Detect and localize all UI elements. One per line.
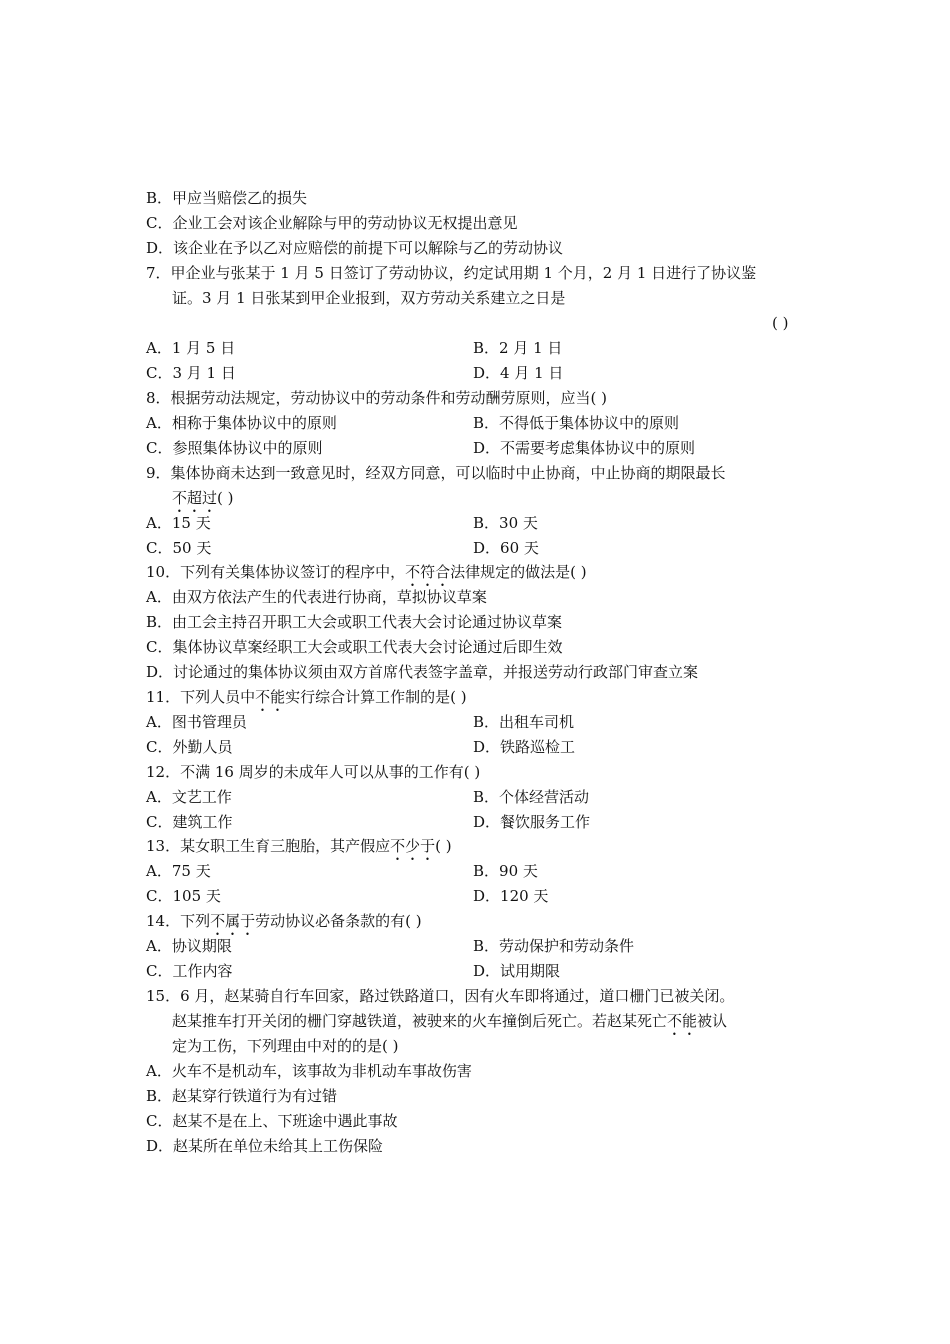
option-7c: C．3 月 1 日	[146, 364, 236, 382]
question-12: 12．不满 16 周岁的未成年人可以从事的工作有( )	[146, 763, 481, 781]
question-14: 14．下列不属于劳动协议必备条款的有( )	[146, 912, 422, 930]
option-15b: B．赵某穿行铁道行为有过错	[146, 1087, 338, 1105]
option-11c: C．外勤人员	[146, 738, 233, 756]
option-7b: B．2 月 1 日	[473, 339, 563, 357]
question-15: 15．6 月，赵某骑自行车回家，路过铁路道口，因有火车即将通过，道口栅门已被关闭。	[146, 987, 735, 1005]
option-9b: B．30 天	[473, 514, 538, 532]
option-14c: C．工作内容	[146, 962, 233, 980]
option-10c: C．集体协议草案经职工大会或职工代表大会讨论通过后即生效	[146, 638, 563, 656]
question-9-cont: 不超过( )	[172, 489, 234, 507]
option-11a: A．图书管理员	[146, 713, 247, 731]
option-13a: A．75 天	[146, 862, 211, 880]
question-15-cont: 赵某推车打开关闭的栅门穿越铁道，被驶来的火车撞倒后死亡。若赵某死亡不能被认	[172, 1012, 728, 1030]
option-6c: C．企业工会对该企业解除与甲的劳动协议无权提出意见	[146, 214, 518, 232]
question-7: 7．甲企业与张某于 1 月 5 日签订了劳动协议，约定试用期 1 个月，2 月 1 日进行了协议鉴	[146, 264, 757, 282]
question-8: 8．根据劳动法规定，劳动协议中的劳动条件和劳动酬劳原则，应当( )	[146, 389, 608, 407]
option-12d: D．餐饮服务工作	[473, 813, 591, 831]
option-8b: B．不得低于集体协议中的原则	[473, 414, 680, 432]
question-11: 11．下列人员中不能实行综合计算工作制的是( )	[146, 688, 467, 706]
option-9a: A．15 天	[146, 514, 211, 532]
option-7a: A．1 月 5 日	[146, 339, 236, 357]
option-12c: C．建筑工作	[146, 813, 233, 831]
option-13b: B．90 天	[473, 862, 538, 880]
option-8d: D．不需要考虑集体协议中的原则	[473, 439, 696, 457]
option-9c: C．50 天	[146, 539, 212, 557]
option-13d: D．120 天	[473, 887, 549, 905]
option-15c: C．赵某不是在上、下班途中遇此事故	[146, 1112, 398, 1130]
option-8c: C．参照集体协议中的原则	[146, 439, 323, 457]
option-9d: D．60 天	[473, 539, 539, 557]
option-14a: A．协议期限	[146, 937, 232, 955]
option-10d: D．讨论通过的集体协议须由双方首席代表签字盖章，并报送劳动行政部门审查立案	[146, 663, 699, 681]
option-11b: B．出租车司机	[473, 713, 575, 731]
option-13c: C．105 天	[146, 887, 221, 905]
option-6b: B．甲应当赔偿乙的损失	[146, 189, 308, 207]
option-8a: A．相称于集体协议中的原则	[146, 414, 337, 432]
answer-blank-7: ( )	[772, 314, 789, 332]
option-10a: A．由双方依法产生的代表进行协商，草拟协议草案	[146, 588, 487, 606]
option-14d: D．试用期限	[473, 962, 561, 980]
option-7d: D．4 月 1 日	[473, 364, 564, 382]
question-15-cont-2: 定为工伤，下列理由中对的的是( )	[172, 1037, 399, 1055]
question-9: 9．集体协商未达到一致意见时，经双方同意，可以临时中止协商，中止协商的期限最长	[146, 464, 726, 482]
option-14b: B．劳动保护和劳动条件	[473, 937, 635, 955]
option-12b: B．个体经营活动	[473, 788, 590, 806]
option-15a: A．火车不是机动车，该事故为非机动车事故伤害	[146, 1062, 472, 1080]
option-6d: D．该企业在予以乙对应赔偿的前提下可以解除与乙的劳动协议	[146, 239, 564, 257]
question-10: 10．下列有关集体协议签订的程序中，不符合法律规定的做法是( )	[146, 563, 587, 581]
option-12a: A．文艺工作	[146, 788, 232, 806]
option-10b: B．由工会主持召开职工大会或职工代表大会讨论通过协议草案	[146, 613, 563, 631]
option-11d: D．铁路巡检工	[473, 738, 576, 756]
option-15d: D．赵某所在单位未给其上工伤保险	[146, 1137, 384, 1155]
question-13: 13．某女职工生育三胞胎，其产假应不少于( )	[146, 837, 452, 855]
question-7-cont: 证。3 月 1 日张某到甲企业报到，双方劳动关系建立之日是	[172, 289, 566, 307]
